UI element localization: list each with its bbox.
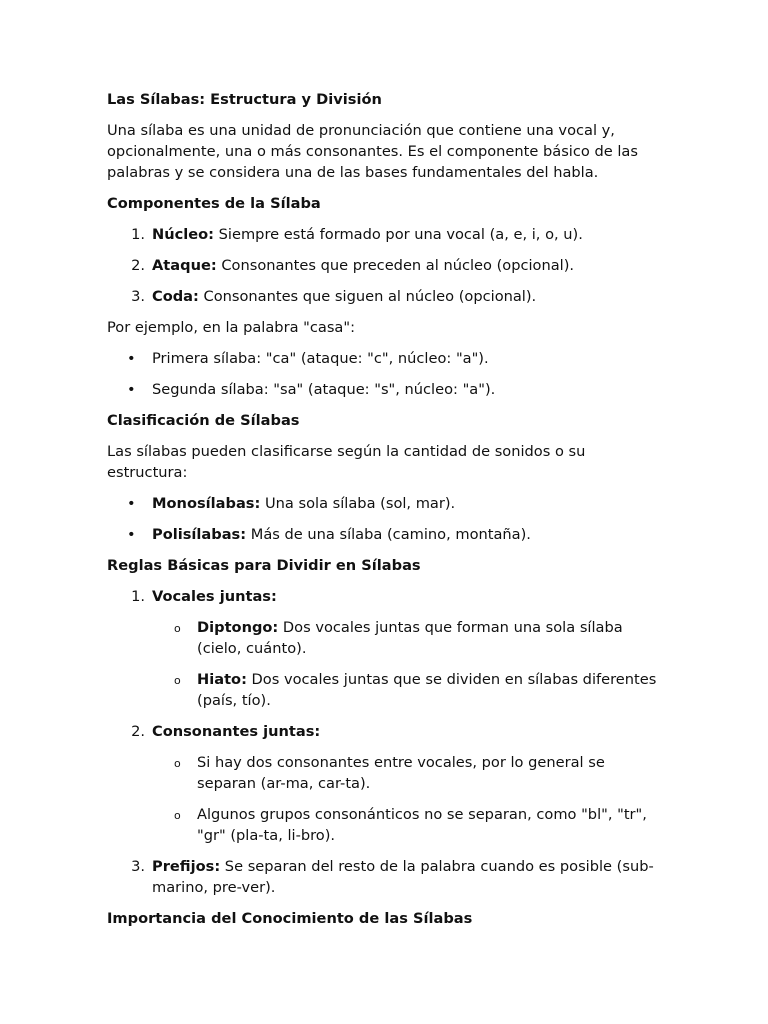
item-text: Consonantes que siguen al núcleo (opcional). [198, 288, 537, 305]
bullet-icon: • [127, 526, 136, 543]
components-heading: Componentes de la Sílaba [107, 195, 321, 212]
document-title: Las Sílabas: Estructura y División [107, 91, 382, 108]
list-item [107, 286, 667, 307]
list-number: 3. [131, 288, 145, 305]
sub-list-item [152, 804, 667, 846]
item-label: Ataque: [152, 257, 217, 274]
list-item [107, 493, 667, 514]
list-number: 2. [131, 257, 145, 274]
list-number: 3. [131, 858, 145, 875]
list-item [107, 224, 667, 245]
list-number: 1. [131, 588, 145, 605]
bullet-icon: • [127, 350, 136, 367]
sub-list [152, 617, 667, 711]
list-item [107, 379, 667, 400]
item-text: Consonantes que preceden al núcleo (opcional). [216, 257, 575, 274]
list-item [107, 721, 667, 846]
item-text: Segunda sílaba: "sa" (ataque: "s", núcleo: "a"). [152, 381, 496, 398]
item-text: Primera sílaba: "ca" (ataque: "c", núcleo: "a"). [152, 350, 489, 367]
list-number: 1. [131, 226, 145, 243]
item-text: Se separan del resto de la palabra cuando es posible (sub-marino, pre-ver). [152, 858, 654, 896]
circle-bullet-icon: o [174, 757, 181, 770]
sub-list-item [152, 617, 667, 659]
item-text: Una sola sílaba (sol, mar). [260, 495, 456, 512]
item-text: Algunos grupos consonánticos no se separan, como "bl", "tr", "gr" (pla-ta, li-bro). [197, 806, 647, 844]
item-label: Vocales juntas: [152, 588, 277, 605]
item-text: Siempre está formado por una vocal (a, e, i, o, u). [214, 226, 583, 243]
circle-bullet-icon: o [174, 809, 181, 822]
item-text: Más de una sílaba (camino, montaña). [246, 526, 531, 543]
sub-list-item [152, 669, 667, 711]
list-item [107, 856, 667, 898]
list-number: 2. [131, 723, 145, 740]
list-item [107, 255, 667, 276]
classification-intro: Las sílabas pueden clasificarse según la cantidad de sonidos o su estructura: [107, 443, 586, 481]
sub-list [152, 752, 667, 846]
list-item [107, 348, 667, 369]
classification-heading: Clasificación de Sílabas [107, 412, 300, 429]
example-list [107, 348, 667, 400]
item-label: Núcleo: [152, 226, 215, 243]
item-label: Polisílabas: [152, 526, 247, 543]
item-label: Consonantes juntas: [152, 723, 321, 740]
item-text: Si hay dos consonantes entre vocales, por lo general se separan (ar-ma, car-ta). [197, 754, 605, 792]
components-list [107, 224, 667, 307]
example-intro: Por ejemplo, en la palabra "casa": [107, 319, 356, 336]
classification-list [107, 493, 667, 545]
bullet-icon: • [127, 381, 136, 398]
document-page [107, 89, 667, 939]
item-label: Prefijos: [152, 858, 221, 875]
bullet-icon: • [127, 495, 136, 512]
item-label: Diptongo: [197, 619, 279, 636]
item-label: Coda: [152, 288, 199, 305]
circle-bullet-icon: o [174, 622, 181, 635]
item-label: Hiato: [197, 671, 247, 688]
rules-heading: Reglas Básicas para Dividir en Sílabas [107, 557, 421, 574]
item-label: Monosílabas: [152, 495, 261, 512]
item-text: Dos vocales juntas que se dividen en sílabas diferentes (país, tío). [197, 671, 657, 709]
intro-paragraph: Una sílaba es una unidad de pronunciación que contiene una vocal y, opcionalmente, una o más consonantes. Es el componente básico de las palabras y se considera una de las bases fundamentales del habla. [107, 122, 638, 181]
rules-list [107, 586, 667, 898]
importance-heading: Importancia del Conocimiento de las Sílabas [107, 910, 473, 927]
item-text: Dos vocales juntas que forman una sola sílaba (cielo, cuánto). [197, 619, 623, 657]
circle-bullet-icon: o [174, 674, 181, 687]
list-item [107, 524, 667, 545]
list-item [107, 586, 667, 711]
sub-list-item [152, 752, 667, 794]
